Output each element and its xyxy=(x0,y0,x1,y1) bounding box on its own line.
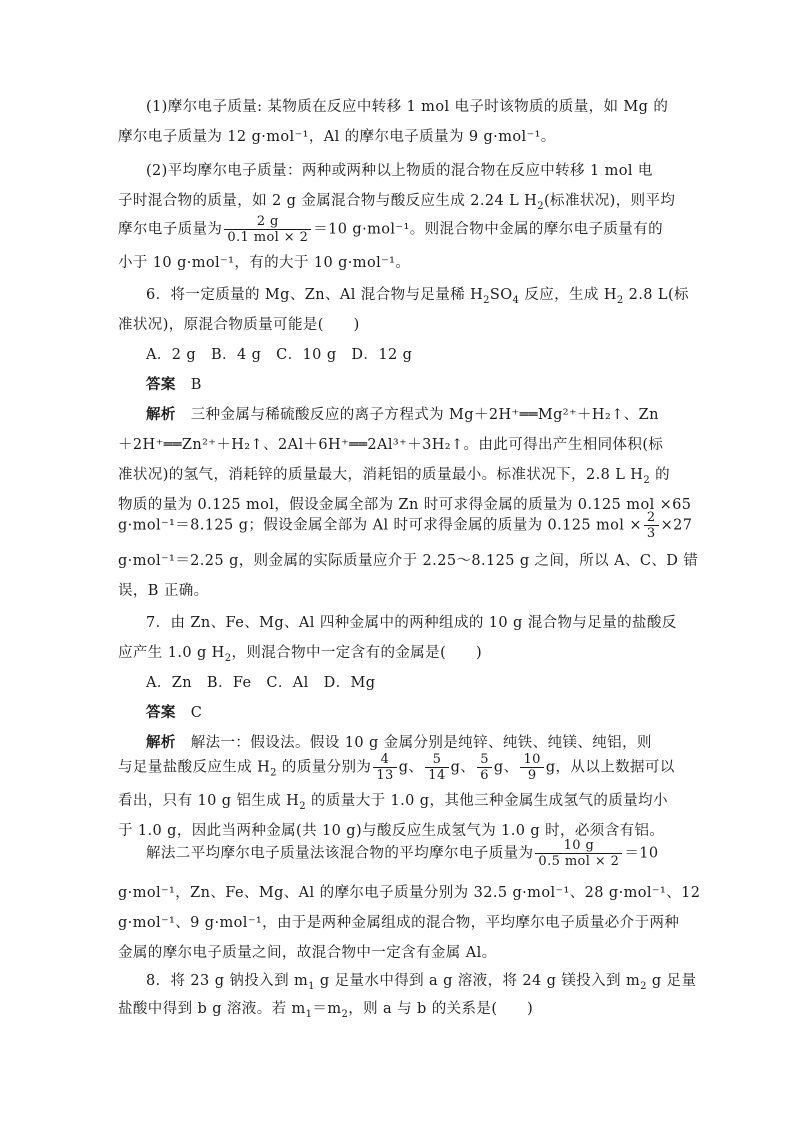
text-line-fraction: g·mol⁻¹＝8.125 g；假设金属全部为 Al 时可求得金属的质量为 0.125 mol × $\frac{2}{3}$ ×27 xyxy=(118,510,693,541)
analysis-line: 解析 解法一：假设法。假设 10 g 金属分别是纯锌、纯铁、纯镁、纯铝，则 xyxy=(146,734,652,751)
text-line: g·mol⁻¹，Zn、Fe、Mg、Al 的摩尔电子质量分别为 32.5 g·mol⁻¹、28 g·mol⁻¹、12 xyxy=(118,885,701,901)
fraction: $\frac{10}{9}$ xyxy=(520,752,543,783)
text-line: g·mol⁻¹＝2.25 g，则金属的实际质量应介于 2.25～8.125 g 之间，所以 A、C、D 错 xyxy=(118,553,699,569)
question-6: 6．将一定质量的 Mg、Zn、Al 混合物与足量稀 $H_2SO_4$ 反应，生成 $H_2$ 2.8 L(标 xyxy=(146,287,689,306)
fraction: $\frac{2}{3}$ xyxy=(644,510,659,541)
text-line: 金属的摩尔电子质量之间，故混合物中一定含有金属 Al。 xyxy=(118,945,497,961)
fraction: $\frac{5}{6}$ xyxy=(477,752,492,783)
text-line: 物质的量为 0.125 mol，假设金属全部为 Zn 时可求得金属的质量为 0.125 mol ×65 xyxy=(118,497,692,513)
fraction: $\frac{5}{14}$ xyxy=(425,752,448,783)
text-line: 准状况)的氢气，消耗锌的质量最大，消耗铝的质量最小。标准状况下，2.8 L $H_2$ 的 xyxy=(118,467,670,486)
text-line: g·mol⁻¹、9 g·mol⁻¹，由于是两种金属组成的混合物，平均摩尔电子质量必介于两种 xyxy=(118,915,680,931)
question-7: 7．由 Zn、Fe、Mg、Al 四种金属中的两种组成的 10 g 混合物与足量的盐酸反 xyxy=(146,615,677,631)
fraction: $\frac{10 g}{\text{0.5 mol × 2}}$ xyxy=(535,838,622,869)
analysis-line: 解析 三种金属与稀硫酸反应的离子方程式为 Mg＋2H⁺══Mg²⁺＋H₂↑、Zn xyxy=(146,406,659,423)
fraction: $\frac{4}{13}$ xyxy=(373,752,396,783)
text-line: 子时混合物的质量，如 2 g 金属混合物与酸反应生成 2.24 L $H_2$(标准状况)，则平均 xyxy=(118,193,676,212)
fraction: $\frac{2 g}{\text{0.1 mol × 2}}$ xyxy=(224,214,311,245)
text-line: 看出，只有 10 g 铝生成 $H_2$ 的质量大于 1.0 g，其他三种金属生成氢气的质量均小 xyxy=(118,793,668,812)
text-line-fraction: 解法二平均摩尔电子质量法该混合物的平均摩尔电子质量为 $\frac{10 g}{\text{0.5 mol × 2}}$ ＝10 xyxy=(146,838,659,869)
text-line: 摩尔电子质量为 12 g·mol⁻¹，Al 的摩尔电子质量为 9 g·mol⁻¹。 xyxy=(118,129,556,145)
text-line: (1)摩尔电子质量: 某物质在反应中转移 1 mol 电子时该物质的质量，如 Mg 的 xyxy=(146,99,669,115)
question-7-answer: 答案 C xyxy=(146,704,203,721)
text-line: 误，B 正确。 xyxy=(118,583,209,599)
question-7-options: A．Zn B．Fe C．Al D．Mg xyxy=(146,675,376,691)
text-line: 小于 10 g·mol⁻¹，有的大于 10 g·mol⁻¹。 xyxy=(118,255,411,271)
text-line: 准状况)，原混合物质量可能是( ) xyxy=(118,317,360,333)
text-line: (2)平均摩尔电子质量：两种或两种以上物质的混合物在反应中转移 1 mol 电 xyxy=(146,163,653,179)
text-line: ＋2H⁺══Zn²⁺＋H₂↑、2Al＋6H⁺══2Al³⁺＋3H₂↑。由此可得出产生相同体积(标 xyxy=(118,437,664,453)
text-line-fraction: 与足量盐酸反应生成 $H_2$ 的质量分别为 $\frac{4}{13}$ g、 $\frac{5}{14}$ g、 $\frac{5}{6}$ g、 $\frac{10}{9}$ g，从以上数据可以 xyxy=(118,752,675,783)
text-line: 盐酸中得到 b g 溶液。若 $m_1=m_2$，则 a 与 b 的关系是( ) xyxy=(118,1001,534,1020)
question-8: 8．将 23 g 钠投入到 $m_1$ g 足量水中得到 a g 溶液，将 24 g 镁投入到 $m_2$ g 足量 xyxy=(146,973,697,992)
text-line: 于 1.0 g，因此当两种金属(共 10 g)与酸反应生成氢气为 1.0 g 时，必须含有铝。 xyxy=(118,823,665,839)
question-6-options: A．2 g B．4 g C．10 g D．12 g xyxy=(146,347,413,363)
text-line-fraction: 摩尔电子质量为 $\frac{2 g}{\text{0.1 mol × 2}}$ ＝10 g·mol⁻¹。则混合物中金属的摩尔电子质量有的 xyxy=(118,214,663,245)
text-line: 应产生 1.0 g $H_2$，则混合物中一定含有的金属是( ) xyxy=(118,645,482,664)
question-6-answer: 答案 B xyxy=(146,376,202,393)
